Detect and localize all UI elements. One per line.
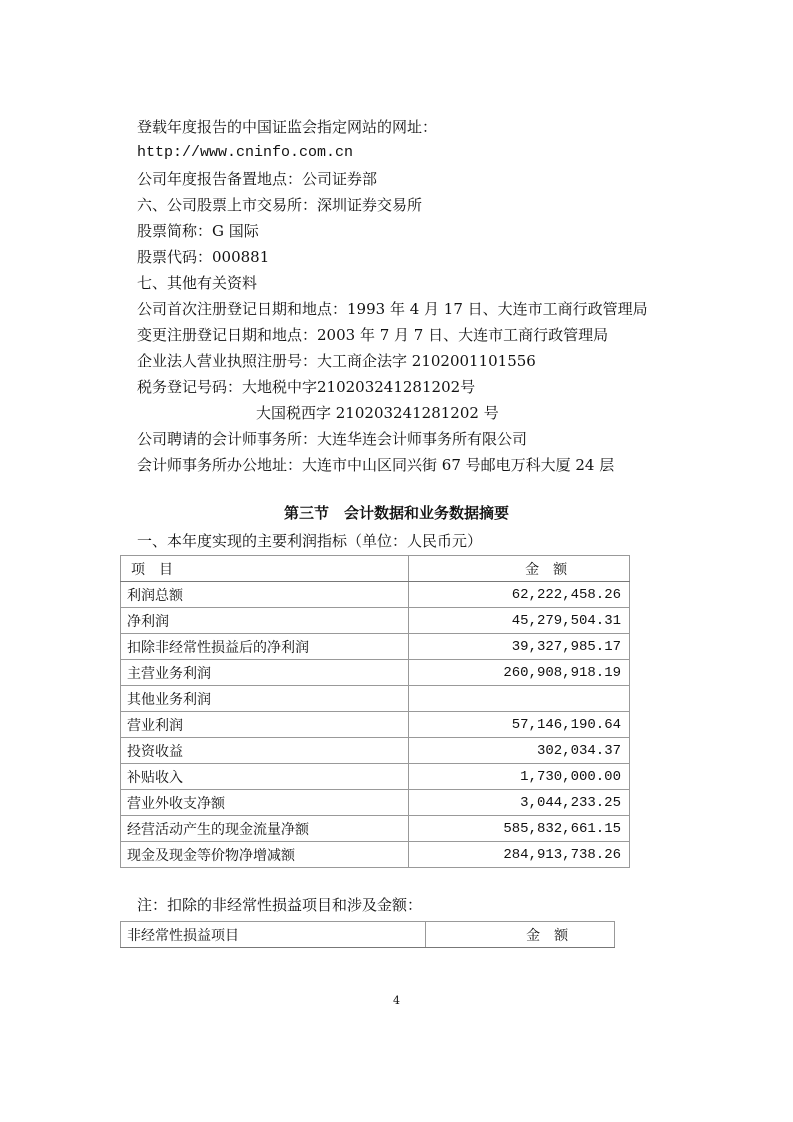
row-amount: 39,327,985.17 [409, 634, 630, 660]
table-row [121, 660, 630, 686]
row-item: 现金及现金等价物净增减额 [121, 842, 409, 868]
row-item: 利润总额 [121, 582, 409, 608]
row-item: 主营业务利润 [121, 660, 409, 686]
table-row [121, 608, 630, 634]
profit-heading: 一、本年度实现的主要利润指标（单位：人民币元） [137, 532, 483, 550]
row-item: 净利润 [121, 608, 409, 634]
row-amount [409, 686, 630, 712]
page-number: 4 [393, 994, 400, 1007]
table-row [121, 712, 630, 738]
header-item: 项 目 [121, 556, 409, 582]
profit-table-header [121, 556, 630, 582]
row-item: 其他业务利润 [121, 686, 409, 712]
table-row [121, 634, 630, 660]
row-amount: 45,279,504.31 [409, 608, 630, 634]
row-amount: 284,913,738.26 [409, 842, 630, 868]
other-info-heading: 七、其他有关资料 [137, 274, 258, 292]
table-row [121, 764, 630, 790]
report-location: 公司年度报告备置地点：公司证券部 [137, 170, 378, 188]
profit-table [120, 555, 630, 868]
first-registration: 公司首次注册登记日期和地点：1993 年 4 月 17 日、大连市工商行政管理局 [137, 300, 648, 318]
table-row [121, 816, 630, 842]
header-amount: 金 额 [409, 556, 630, 582]
business-license: 企业法人营业执照注册号：大工商企法字 2102001101556 [137, 352, 536, 370]
accounting-firm: 公司聘请的会计师事务所：大连华连会计师事务所有限公司 [137, 430, 528, 448]
table-row [121, 582, 630, 608]
table-row [121, 790, 630, 816]
row-amount: 62,222,458.26 [409, 582, 630, 608]
note-heading: 注：扣除的非经常性损益项目和涉及金额： [137, 896, 423, 914]
row-amount: 260,908,918.19 [409, 660, 630, 686]
row-item: 扣除非经常性损益后的净利润 [121, 634, 409, 660]
row-amount: 3,044,233.25 [409, 790, 630, 816]
header-nonrecurring-item: 非经常性损益项目 [121, 922, 426, 948]
stock-short-name: 股票简称：G 国际 [137, 222, 259, 240]
row-amount: 57,146,190.64 [409, 712, 630, 738]
table-row [121, 686, 630, 712]
row-amount: 302,034.37 [409, 738, 630, 764]
tax-registration-national: 大国税西字 210203241281202 号 [256, 404, 499, 422]
header-nonrecurring-amount: 金 额 [426, 922, 615, 948]
accounting-firm-address: 会计师事务所办公地址：大连市中山区同兴街 67 号邮电万科大厦 24 层 [137, 456, 615, 474]
section-title: 第三节 会计数据和业务数据摘要 [283, 504, 509, 522]
stock-code: 股票代码：000881 [137, 248, 270, 266]
row-amount: 585,832,661.15 [409, 816, 630, 842]
cninfo-url: http://www.cninfo.com.cn [137, 144, 354, 161]
cninfo-label: 登载年度报告的中国证监会指定网站的网址： [137, 118, 438, 136]
tax-registration-local: 税务登记号码：大地税中字210203241281202号 [137, 378, 476, 396]
nonrecurring-table [120, 921, 615, 948]
change-registration: 变更注册登记日期和地点：2003 年 7 月 7 日、大连市工商行政管理局 [137, 326, 609, 344]
stock-exchange: 六、公司股票上市交易所：深圳证券交易所 [137, 196, 423, 214]
row-item: 经营活动产生的现金流量净额 [121, 816, 409, 842]
row-item: 营业利润 [121, 712, 409, 738]
row-item: 投资收益 [121, 738, 409, 764]
row-item: 补贴收入 [121, 764, 409, 790]
nonrecurring-table-header [121, 922, 615, 948]
table-row [121, 842, 630, 868]
row-amount: 1,730,000.00 [409, 764, 630, 790]
table-row [121, 738, 630, 764]
row-item: 营业外收支净额 [121, 790, 409, 816]
